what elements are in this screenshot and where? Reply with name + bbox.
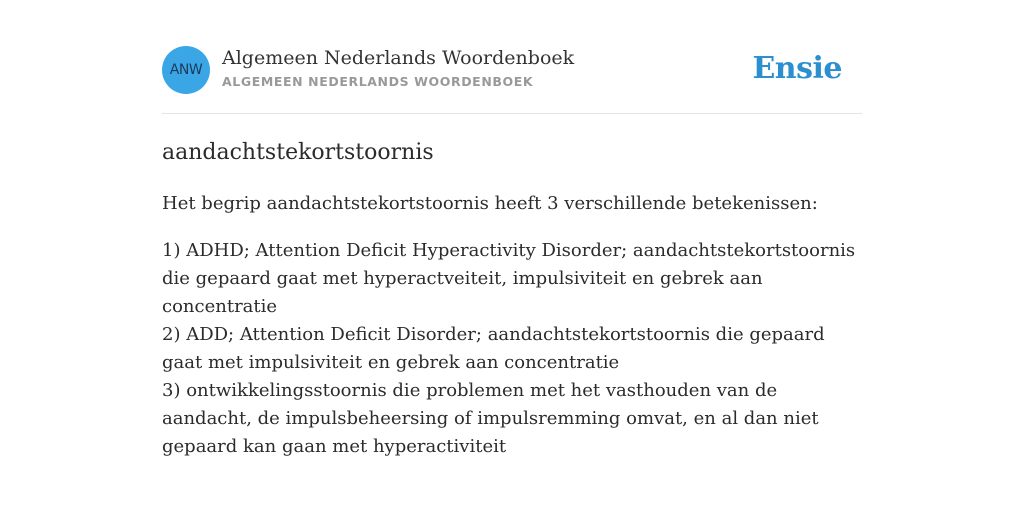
definition-item: 2) ADD; Attention Deficit Disorder; aandachtstekortstoornis die gepaard gaat met impulsiviteit en gebrek aan concentratie [162, 324, 825, 373]
source-title[interactable]: Algemeen Nederlands Woordenboek [222, 47, 575, 69]
definitions-list [162, 237, 862, 461]
source-subtitle: ALGEMEEN NEDERLANDS WOORDENBOEK [222, 74, 534, 89]
definition-item: 1) ADHD; Attention Deficit Hyperactivity Disorder; aandachtstekortstoornis die gepaard gaat met hyperactveiteit, impulsiviteit en gebrek aan concentratie [162, 240, 856, 317]
definition-item: 3) ontwikkelingsstoornis die problemen met het vasthouden van de aandacht, de impulsbeheersing of impulsremming omvat, en al dan niet gepaard kan gaan met hyperactiviteit [162, 380, 819, 457]
entry-card [162, 0, 862, 512]
anw-logo[interactable] [162, 46, 210, 94]
entry-intro: Het begrip aandachtstekortstoornis heeft 3 verschillende betekenissen: [162, 193, 818, 214]
logo-text: ANW [169, 62, 203, 78]
ensie-brand-logo[interactable]: Ensie [752, 51, 842, 86]
entry-term: aandachtstekortstoornis [162, 140, 434, 165]
source-header [162, 46, 862, 114]
